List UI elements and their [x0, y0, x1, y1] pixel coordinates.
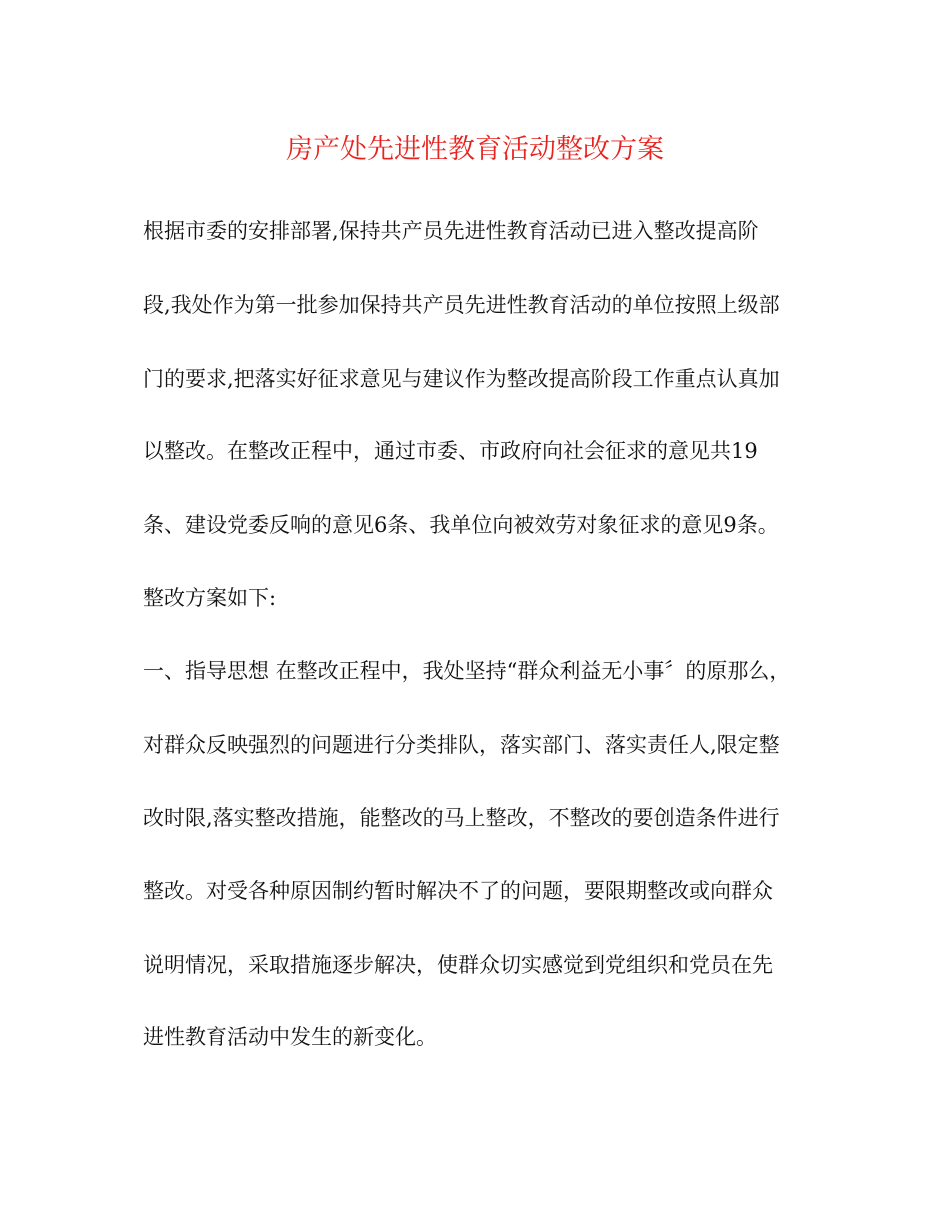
paragraph-line-11: 说明情况，采取措施逐步解决，使群众切实感觉到党组织和党员在先: [143, 953, 773, 977]
paragraph-line-6: 整改方案如下:: [143, 586, 277, 610]
paragraph-line-3: 门的要求,把落实好征求意见与建议作为整改提高阶段工作重点认真加: [143, 367, 780, 391]
paragraph-line-10: 整改。对受各种原因制约暂时解决不了的问题，要限期整改或向群众: [143, 879, 773, 903]
paragraph-line-9: 改时限,落实整改措施，能整改的马上整改，不整改的要创造条件进行: [143, 806, 780, 830]
paragraph-line-8: 对群众反映强烈的问题进行分类排队，落实部门、落实责任人,限定整: [143, 733, 780, 757]
paragraph-line-1: 根据市委的安排部署,保持共产员先进性教育活动已进入整改提高阶: [143, 219, 759, 243]
paragraph-line-5: 条、建设党委反响的意见6条、我单位向被效劳对象征求的意见9条。: [143, 513, 779, 537]
paragraph-line-7: 一、指导思想 在整改正程中，我处坚持“群众利益无小事〞的原那么，: [143, 659, 791, 683]
paragraph-line-12: 进性教育活动中发生的新变化。: [143, 1025, 437, 1049]
document-title: 房产处先进性教育活动整改方案: [286, 134, 664, 165]
paragraph-line-4: 以整改。在整改正程中，通过市委、市政府向社会征求的意见共19: [143, 439, 758, 463]
paragraph-line-2: 段,我处作为第一批参加保持共产员先进性教育活动的单位按照上级部: [143, 293, 780, 317]
